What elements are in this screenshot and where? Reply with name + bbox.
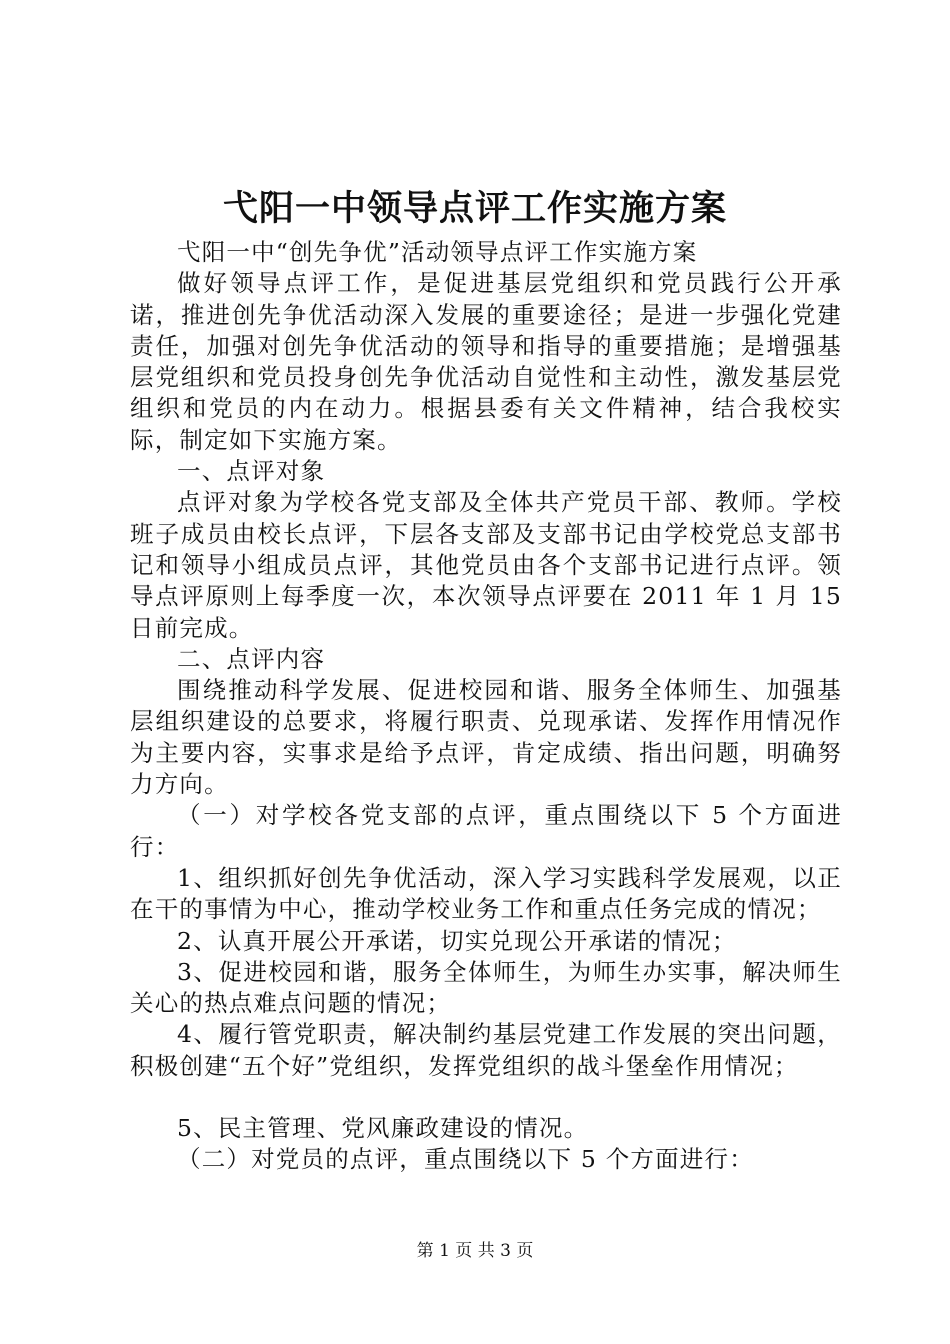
intro-paragraph: 做好领导点评工作，是促进基层党组织和党员践行公开承诺，推进创先争优活动深入发展的重要途径；是进一步强化党建责任，加强对创先争优活动的领导和指导的重要措施；是增强基层党组织和党员投身创先争优活动自觉性和主动性，激发基层党组织和党员的内在动力。根据县委有关文件精神，结合我校实际，制定如下实施方案。 (130, 269, 842, 454)
subtitle-paragraph: 弋阳一中“创先争优”活动领导点评工作实施方案 (177, 238, 698, 266)
document-body (130, 237, 842, 1176)
list-item: 1、组织抓好创先争优活动，深入学习实践科学发展观，以正在干的事情为中心，推动学校业务工作和重点任务完成的情况； (130, 863, 842, 924)
document-title: 弋阳一中领导点评工作实施方案 (222, 188, 727, 229)
section-heading-1: 一、点评对象 (177, 457, 326, 486)
subsection-heading-2: （二）对党员的点评，重点围绕以下 5 个方面进行： (177, 1145, 754, 1174)
list-item: 5、民主管理、党风廉政建设的情况。 (177, 1114, 589, 1143)
list-item: 3、促进校园和谐，服务全体师生，为师生办实事，解决师生关心的热点难点问题的情况； (130, 957, 842, 1018)
list-item: 4、履行管党职责，解决制约基层党建工作发展的突出问题，积极创建“五个好”党组织，发挥党组织的战斗堡垒作用情况； (130, 1020, 842, 1080)
section-heading-2: 二、点评内容 (177, 644, 326, 673)
section-2-paragraph: 围绕推动科学发展、促进校园和谐、服务全体师生、加强基层组织建设的总要求，将履行职责、兑现承诺、发挥作用情况作为主要内容，实事求是给予点评，肯定成绩、指出问题，明确努力方向。 (130, 676, 842, 799)
page-footer: 第 1 页 共 3 页 (416, 1241, 534, 1261)
section-1-paragraph: 点评对象为学校各党支部及全体共产党员干部、教师。学校班子成员由校长点评，下层各支部及支部书记由学校党总支部书记和领导小组成员点评，其他党员由各个支部书记进行点评。领导点评原则上每季度一次，本次领导点评要在 2011 年 1 月 15 日前完成。 (130, 488, 842, 642)
subsection-heading-1: （一）对学校各党支部的点评，重点围绕以下 5 个方面进行： (130, 801, 842, 861)
list-item: 2、认真开展公开承诺，切实兑现公开承诺的情况； (177, 926, 737, 955)
